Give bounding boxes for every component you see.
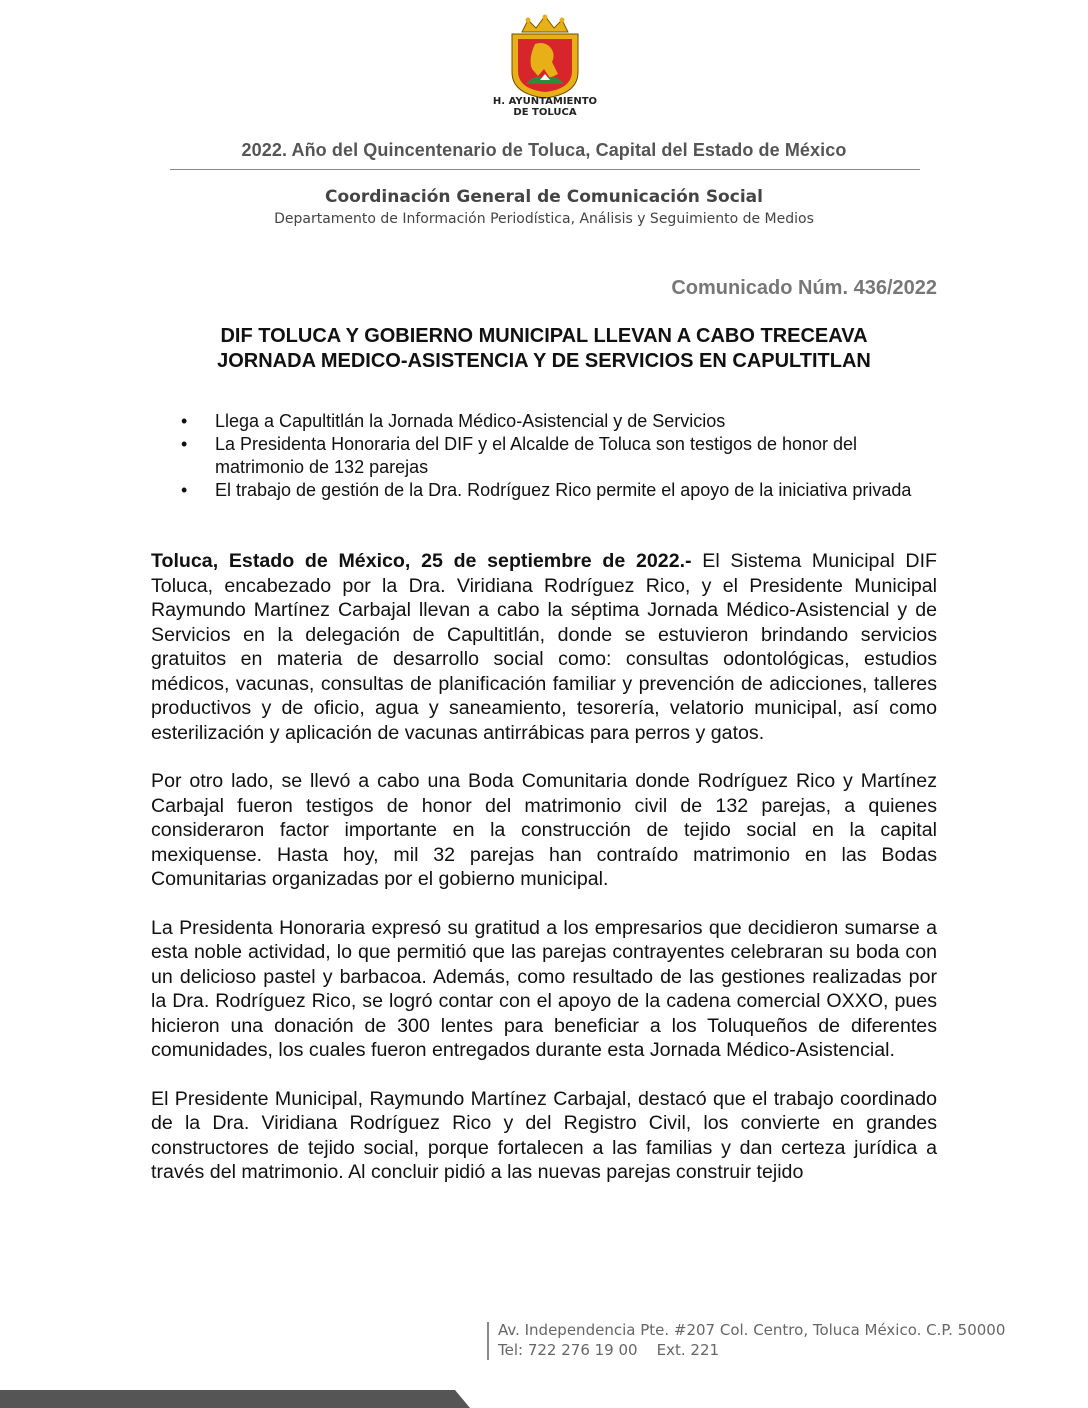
bullet-text: La Presidenta Honoraria del DIF y el Alcalde de Toluca son testigos de honor del matrimonio de 132 parejas — [215, 434, 858, 477]
paragraph-1 — [151, 549, 937, 745]
headline-line1: DIF TOLUCA Y GOBIERNO MUNICIPAL LLEVAN A CABO TRECEAVA — [220, 325, 868, 347]
coordination-subtitle: Departamento de Información Periodística, Análisis y Seguimiento de Medios — [274, 211, 814, 227]
logo-caption-line1: H. AYUNTAMIENTO — [492, 96, 598, 107]
dateline: Toluca, Estado de México, 25 de septiembre de 2022.- — [151, 550, 692, 572]
bottom-decorative-band — [0, 1390, 470, 1408]
article-body — [151, 549, 937, 1209]
headline-line2: JORNADA MEDICO-ASISTENCIA Y DE SERVICIOS EN CAPULTITLAN — [217, 350, 871, 372]
paragraph-4: El Presidente Municipal, Raymundo Martínez Carbajal, destacó que el trabajo coordinado de la Dra. Viridiana Rodríguez Rico y del Registro Civil, los convierte en grandes constructores de tejido social, porque fortalecen a las familias y dan certeza jurídica a través del matrimonio. Al concluir pidió a las nuevas parejas construir tejido — [151, 1087, 937, 1183]
bullet-icon: • — [181, 411, 188, 431]
footer-divider — [487, 1322, 489, 1360]
paragraph-1-text: El Sistema Municipal DIF Toluca, encabezado por la Dra. Viridiana Rodríguez Rico, y el Presidente Municipal Raymundo Martínez Carbajal llevan a cabo la séptima Jornada Médico-Asistencial y de Servicios en la delegación de Capultitlán, donde se estuvieron brindando servicios gratuitos en materia de desarrollo social como: consultas odontológicas, estudios médicos, vacunas, consultas de planificación familiar y prevención de adicciones, talleres productivos y de oficio, agua y saneamiento, tesorería, velatorio municipal, así como esterilización y aplicación de vacunas antirrábicas para perros y gatos. — [151, 550, 937, 744]
paragraph-2: Por otro lado, se llevó a cabo una Boda Comunitaria donde Rodríguez Rico y Martínez Carbajal fueron testigos de honor del matrimonio civil de 132 parejas, a quienes consideraron factor importante en la construcción de tejido social en la capital mexiquense. Hasta hoy, mil 32 parejas han contraído matrimonio en las Bodas Comunitarias organizadas por el gobierno municipal. — [151, 770, 937, 890]
bullet-item — [172, 433, 942, 479]
footer-address: Av. Independencia Pte. #207 Col. Centro, Toluca México. C.P. 50000 — [498, 1321, 1006, 1339]
bullet-text: El trabajo de gestión de la Dra. Rodríguez Rico permite el apoyo de la iniciativa privada — [215, 480, 912, 500]
bullet-icon: • — [181, 434, 188, 454]
footer-phone: Tel: 722 276 19 00 Ext. 221 — [498, 1341, 720, 1359]
summary-bullets — [172, 410, 942, 502]
headline — [150, 324, 938, 374]
bullet-item — [172, 410, 942, 433]
bullet-item — [172, 479, 942, 502]
logo-caption — [455, 96, 635, 118]
year-motto: 2022. Año del Quincentenario de Toluca, Capital del Estado de México — [241, 140, 847, 160]
header-divider — [170, 169, 920, 170]
footer-contact — [498, 1320, 1005, 1360]
paragraph-3: La Presidenta Honoraria expresó su gratitud a los empresarios que decidieron sumarse a esta noble actividad, lo que permitió que las parejas contrayentes celebraran su boda con un delicioso pastel y barbacoa. Además, como resultado de las gestiones realizadas por la Dra. Rodríguez Rico, se logró contar con el apoyo de la cadena comercial OXXO, pues hicieron una donación de 300 lentes para beneficiar a los Toluqueños de diferentes comunidades, los cuales fueron entregados durante esta Jornada Médico-Asistencial. — [151, 916, 937, 1061]
release-number: Comunicado Núm. 436/2022 — [671, 277, 937, 299]
coordination-title: Coordinación General de Comunicación Social — [325, 187, 763, 207]
logo-caption-line2: DE TOLUCA — [513, 107, 577, 118]
bullet-icon: • — [181, 480, 188, 500]
bullet-text: Llega a Capultitlán la Jornada Médico-Asistencial y de Servicios — [215, 411, 726, 431]
